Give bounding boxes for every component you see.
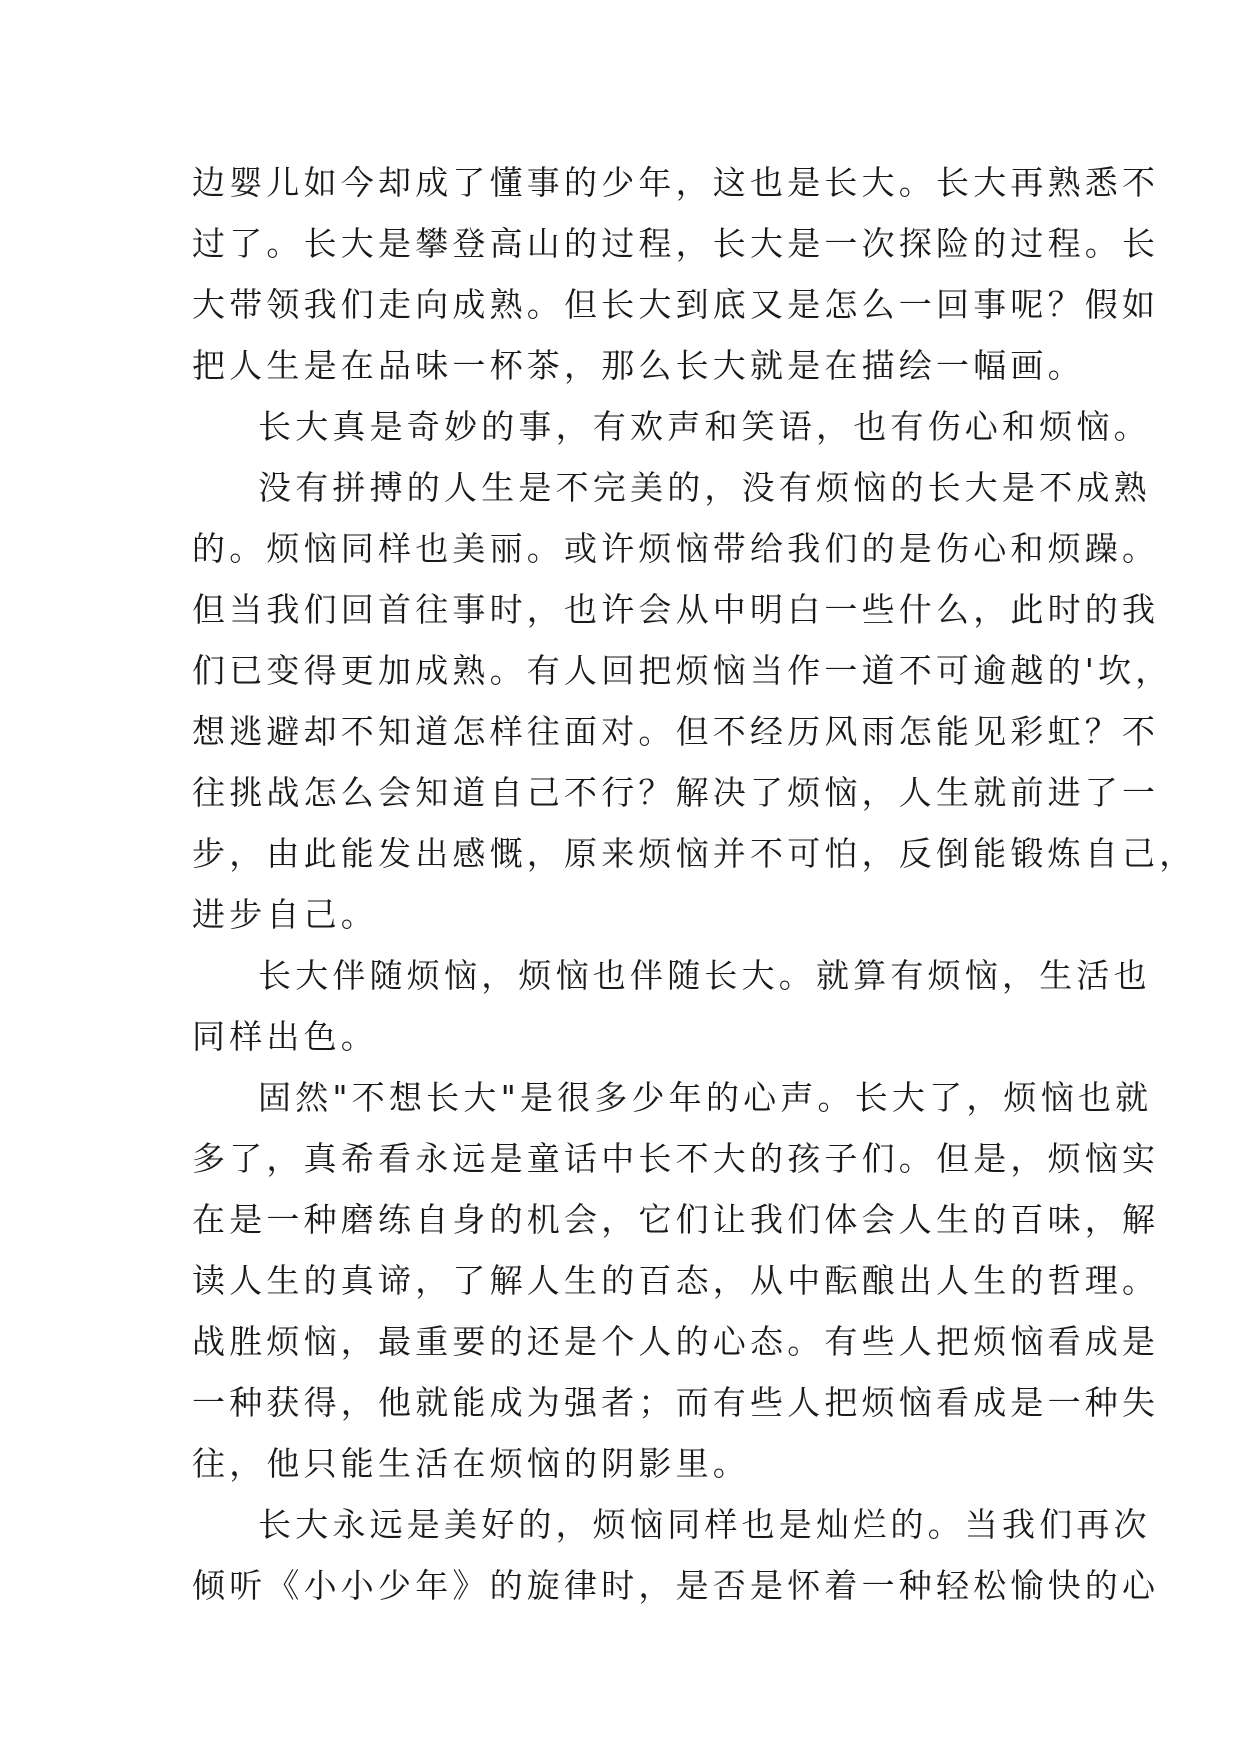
text-line: 想逃避却不知道怎样往面对。但不经历风雨怎能见彩虹？不 [192,712,1160,751]
text-line: 的。烦恼同样也美丽。或许烦恼带给我们的是伤心和烦躁。 [192,529,1160,568]
text-line: 往，他只能生活在烦恼的阴影里。 [192,1444,750,1483]
text-line: 但当我们回首往事时，也许会从中明白一些什么，此时的我 [192,590,1160,629]
text-line: 步，由此能发出感慨，原来烦恼并不可怕，反倒能锻炼自己， [192,834,1197,873]
paragraph-first-line: 长大伴随烦恼，烦恼也伴随长大。就算有烦恼，生活也 [258,956,1151,995]
text-line: 进步自己。 [192,895,378,934]
text-line: 倾听《小小少年》的旋律时，是否是怀着一种轻松愉快的心 [192,1566,1160,1605]
text-line: 多了，真希看永远是童话中长不大的孩子们。但是，烦恼实 [192,1139,1160,1178]
text-line: 往挑战怎么会知道自己不行？解决了烦恼，人生就前进了一 [192,773,1160,812]
text-line: 大带领我们走向成熟。但长大到底又是怎么一回事呢？假如 [192,285,1160,324]
text-line: 过了。长大是攀登高山的过程，长大是一次探险的过程。长 [192,224,1160,263]
text-line: 战胜烦恼，最重要的还是个人的心态。有些人把烦恼看成是 [192,1322,1160,1361]
paragraph-first-line: 长大真是奇妙的事，有欢声和笑语，也有伤心和烦恼。 [258,407,1151,446]
paragraph-first-line: 固然"不想长大"是很多少年的心声。长大了，烦恼也就 [258,1078,1153,1117]
text-line: 同样出色。 [192,1017,378,1056]
text-line: 们已变得更加成熟。有人回把烦恼当作一道不可逾越的'坎， [192,651,1173,690]
text-line: 读人生的真谛，了解人生的百态，从中酝酿出人生的哲理。 [192,1261,1160,1300]
document-body [192,152,1197,1616]
text-line: 把人生是在品味一杯茶，那么长大就是在描绘一幅画。 [192,346,1085,385]
text-line: 一种获得，他就能成为强者；而有些人把烦恼看成是一种失 [192,1383,1160,1422]
paragraph-first-line: 长大永远是美好的，烦恼同样也是灿烂的。当我们再次 [258,1505,1151,1544]
text-line: 在是一种磨练自身的机会，它们让我们体会人生的百味，解 [192,1200,1160,1239]
paragraph-first-line: 没有拼搏的人生是不完美的，没有烦恼的长大是不成熟 [258,468,1151,507]
text-line: 边婴儿如今却成了懂事的少年，这也是长大。长大再熟悉不 [192,163,1160,202]
